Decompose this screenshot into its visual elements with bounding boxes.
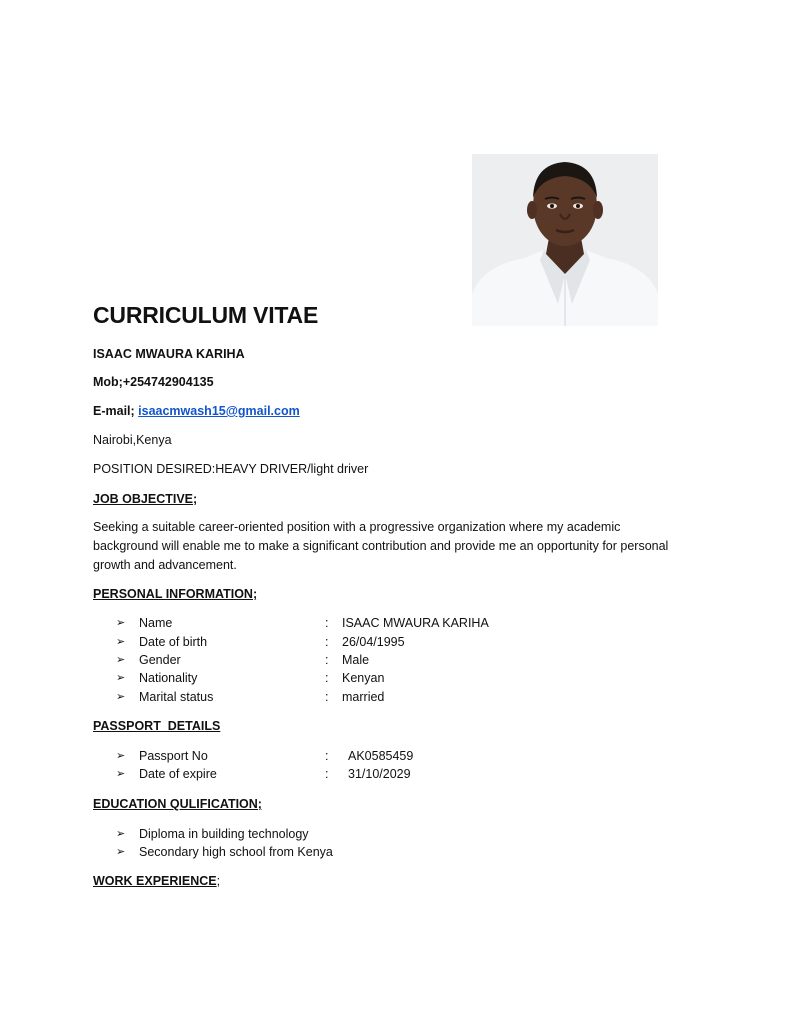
passport-row [116,767,596,785]
row-label: Gender [139,653,181,667]
row-colon: : [325,690,329,704]
job-objective-text: Seeking a suitable career-oriented position with a progressive organization where my academic background will enable me to make a significant contribution and provide me an opportunity for personal growth and advancement. [93,520,669,572]
bullet-icon: ➢ [116,750,126,762]
bullet-icon: ➢ [116,691,126,703]
work-experience-heading-suffix: ; [216,874,221,888]
personal-information-heading [93,587,257,601]
bullet-icon: ➢ [116,828,126,840]
portrait-image [472,154,658,326]
education-item [116,845,596,863]
personal-info-row [116,635,596,653]
education-item-text: Secondary high school from Kenya [139,845,333,859]
mobile-number: Mob;+254742904135 [93,375,214,389]
location: Nairobi,Kenya [93,433,172,447]
page-title: CURRICULUM VITAE [93,302,319,328]
work-experience-heading [93,874,220,888]
row-value: married [342,690,385,704]
work-experience-heading-text: WORK EXPERIENCE [93,874,217,888]
education-item [116,827,596,845]
row-label: Date of expire [139,767,217,781]
row-value: AK0585459 [348,749,414,763]
bullet-icon: ➢ [116,768,126,780]
bullet-icon: ➢ [116,654,126,666]
personal-information-heading-text: PERSONAL INFORMATION; [93,587,258,601]
row-label: Marital status [139,690,214,704]
row-value: 31/10/2029 [348,767,411,781]
row-label: Name [139,616,173,630]
passport-details-heading [93,719,220,733]
row-colon: : [325,635,329,649]
education-item-text: Diploma in building technology [139,827,309,841]
job-objective-heading-suffix: ; [193,492,198,506]
row-value: 26/04/1995 [342,635,405,649]
row-value: ISAAC MWAURA KARIHA [342,616,489,630]
row-label: Passport No [139,749,208,763]
bullet-icon: ➢ [116,636,126,648]
row-value: Kenyan [342,671,385,685]
row-value: Male [342,653,370,667]
passport-details-heading-text: PASSPORT DETAILS [93,719,221,733]
education-heading-text: EDUCATION QULIFICATION; [93,797,262,811]
job-objective-heading [93,492,197,506]
personal-info-row [116,690,596,708]
row-colon: : [325,749,329,763]
position-desired: POSITION DESIRED:HEAVY DRIVER/light driver [93,462,369,476]
email-label: E-mail; [93,404,139,418]
passport-row [116,749,596,767]
row-colon: : [325,671,329,685]
email-link[interactable]: isaacmwash15@gmail.com [138,404,300,418]
education-heading [93,797,262,811]
personal-info-row [116,653,596,671]
job-objective-heading-text: JOB OBJECTIVE [93,492,194,506]
row-colon: : [325,767,329,781]
bullet-icon: ➢ [116,846,126,858]
row-colon: : [325,653,329,667]
personal-info-row [116,671,596,689]
email-line [93,404,300,418]
row-label: Nationality [139,671,198,685]
profile-photo [472,154,658,326]
row-colon: : [325,616,329,630]
bullet-icon: ➢ [116,617,126,629]
row-label: Date of birth [139,635,208,649]
candidate-name: ISAAC MWAURA KARIHA [93,347,245,361]
personal-info-row [116,616,596,634]
bullet-icon: ➢ [116,672,126,684]
